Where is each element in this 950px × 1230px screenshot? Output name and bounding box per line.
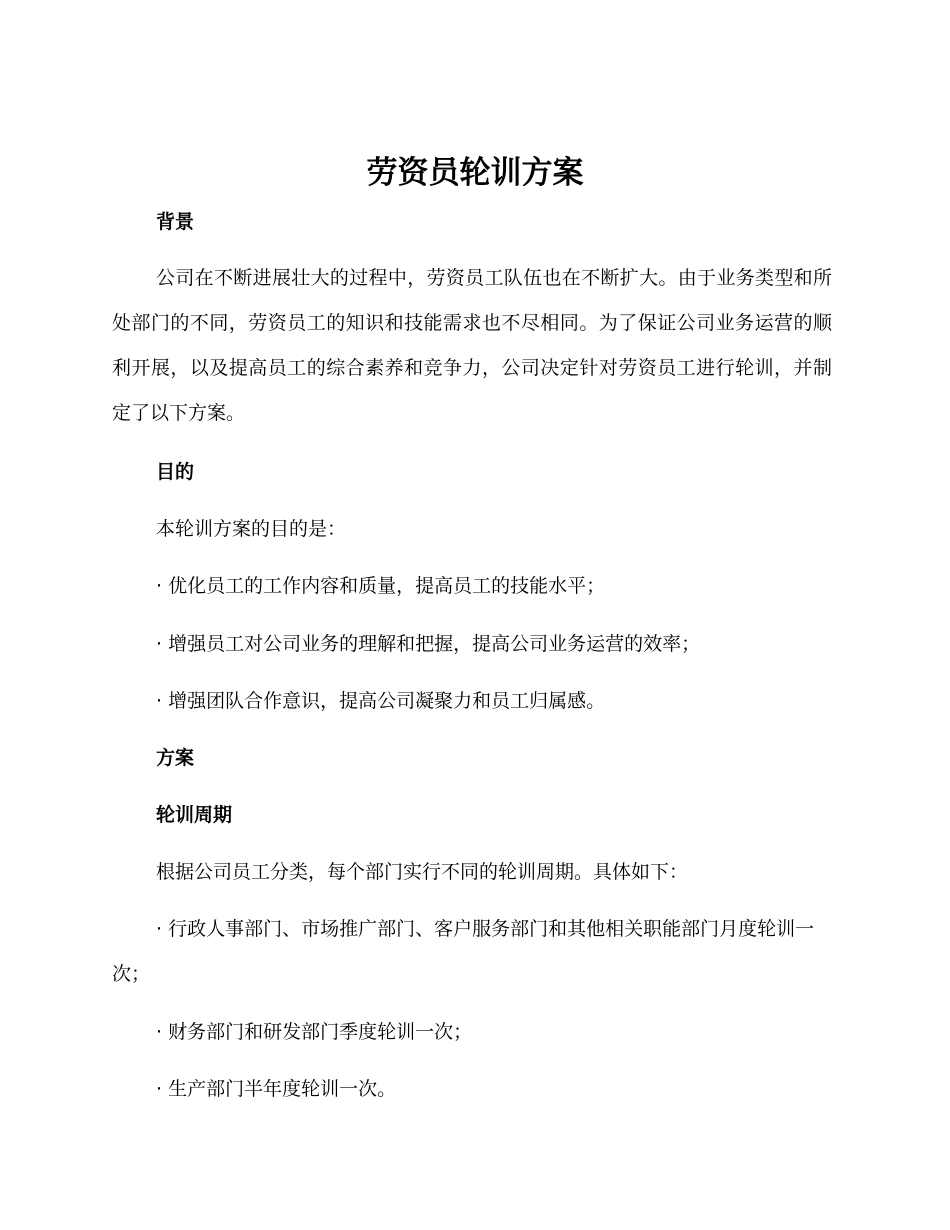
section-heading-purpose: 目的 xyxy=(156,461,195,483)
section-heading-background: 背景 xyxy=(156,211,195,233)
background-paragraph: 公司在不断进展壮大的过程中，劳资员工队伍也在不断扩大。由于业务类型和所处部门的不同，劳资员工的知识和技能需求也不尽相同。为了保证公司业务运营的顺利开展，以及提高员工的综合素养和竞争力，公司决定针对劳资员工进行轮训，并制定了以下方案。 xyxy=(112,267,832,424)
plan-bullet-3: · 生产部门半年度轮训一次。 xyxy=(156,1078,397,1100)
purpose-bullet-3: · 增强团队合作意识，提高公司凝聚力和员工归属感。 xyxy=(156,690,606,712)
section-heading-plan: 方案 xyxy=(156,747,195,769)
purpose-intro: 本轮训方案的目的是： xyxy=(156,518,347,540)
purpose-bullet-2: · 增强员工对公司业务的理解和把握，提高公司业务运营的效率； xyxy=(156,633,701,655)
subheading-rotation-cycle: 轮训周期 xyxy=(156,804,233,826)
purpose-bullet-1: · 优化员工的工作内容和质量，提高员工的技能水平； xyxy=(156,575,606,597)
plan-bullet-2: · 财务部门和研发部门季度轮训一次； xyxy=(156,1021,473,1043)
plan-bullet-1: · 行政人事部门、市场推广部门、客户服务部门和其他相关职能部门月度轮训一次； xyxy=(112,918,815,985)
plan-intro: 根据公司员工分类，每个部门实行不同的轮训周期。具体如下： xyxy=(156,861,689,883)
document-title: 劳资员轮训方案 xyxy=(366,155,584,191)
